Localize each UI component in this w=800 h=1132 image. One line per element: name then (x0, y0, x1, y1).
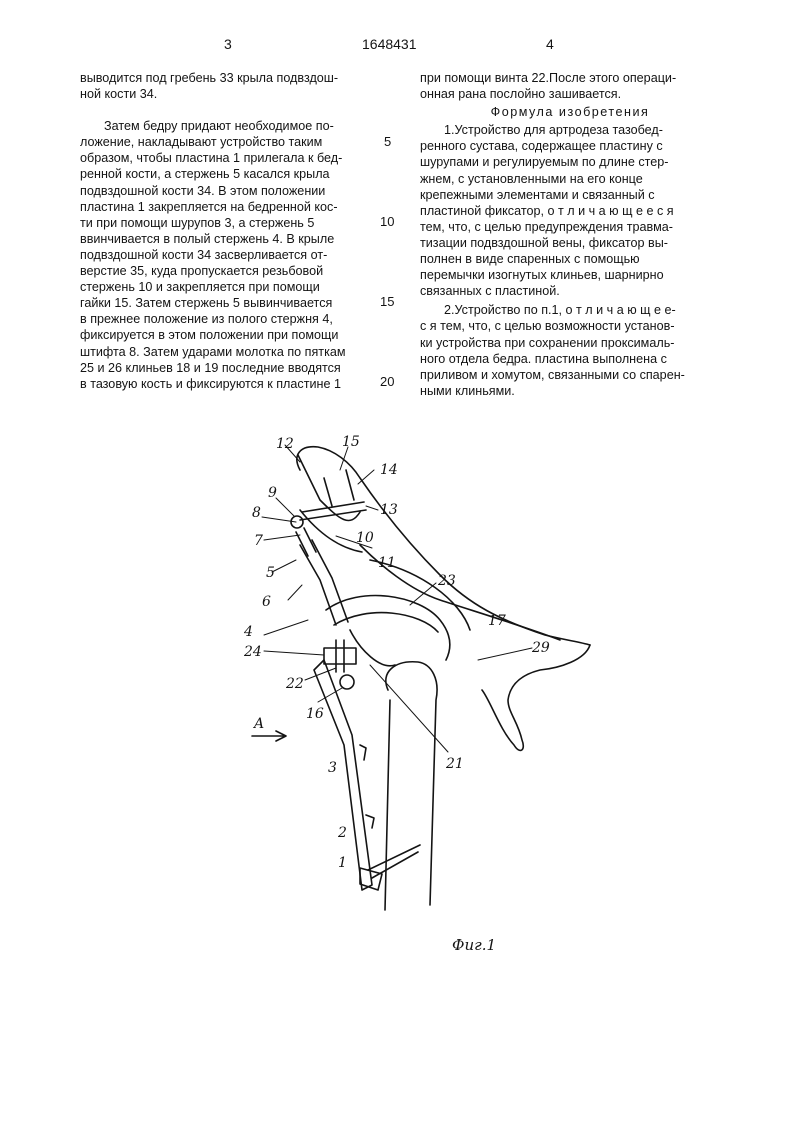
label-2: 2 (338, 825, 347, 841)
page-number-right: 4 (546, 36, 554, 52)
text-line: ренной кости, а стержень 5 касался крыла (80, 167, 330, 182)
bolt-head (336, 640, 344, 672)
label-23: 23 (438, 573, 456, 589)
text-line: гайки 15. Затем стержень 5 вывинчивается (80, 296, 333, 311)
formula-title: Формула изобретения (490, 105, 650, 120)
text-line: верстие 35, куда пропускается резьбовой (80, 264, 324, 279)
label-15: 15 (342, 434, 360, 450)
claim-1-line: крепежными элементами и связанный с (420, 187, 655, 202)
text-line: в тазовую кость и фиксируются к пластине 1 (80, 376, 341, 391)
claim-2-line: 2.Устройство по п.1, о т л и ч а ю щ е е- (444, 303, 676, 318)
label-1: 1 (338, 855, 347, 871)
claim-2-line: приливом и хомутом, связанными со спарен- (420, 367, 685, 382)
text-line: в прежнее положение из полого стержня 4, (80, 312, 333, 327)
line-number-15: 15 (380, 294, 395, 309)
text-line: фиксируется в этом положении при помощи (80, 328, 339, 343)
text-line: штифта 8. Затем ударами молотка по пяткам (80, 344, 346, 359)
screw-3 (360, 745, 366, 760)
claim-1-line: 1.Устройство для артродеза тазобед- (444, 123, 663, 138)
text-line: стержень 10 и закрепляется при помощи (80, 280, 320, 295)
claim-1-line: перемычки изогнутых клиньев, шарнирно (420, 268, 664, 283)
claim-2-line: ными клиньями. (420, 383, 515, 398)
label-12: 12 (276, 436, 294, 452)
text-line: пластина 1 закрепляется на бедренной кос- (80, 199, 338, 214)
claim-2-line: ки устройства при сохранении проксималь- (420, 335, 675, 350)
label-7: 7 (254, 533, 263, 549)
claim-2-line: с я тем, что, с целью возможности установ- (420, 319, 675, 334)
label-4: 4 (244, 624, 253, 640)
line-number-10: 10 (380, 214, 395, 229)
claim-1-line: тем, что, с целью предупреждения травма- (420, 219, 673, 234)
text-line: при помощи винта 22.После этого операци- (420, 71, 677, 85)
pelvis-outline (297, 447, 590, 645)
line-number-5: 5 (384, 134, 392, 149)
label-3: 3 (328, 760, 337, 776)
patent-number: 1648431 (362, 36, 417, 52)
figure-caption: Фиг.1 (452, 936, 497, 954)
label-24: 24 (244, 644, 262, 660)
label-11: 11 (378, 555, 396, 571)
label-17: 17 (488, 613, 506, 629)
text-line: Затем бедру придают необходимое по- (104, 119, 334, 134)
hinge-16 (340, 675, 354, 689)
text-line: ложение, накладывают устройство таким (80, 135, 323, 150)
text-line: ти при помощи шурупов 3, а стержень 5 (80, 215, 315, 230)
label-29: 29 (532, 640, 550, 656)
claim-1-line: жнем, с установленными на его конце (420, 171, 643, 186)
nut-15 (324, 470, 354, 506)
bracket-11 (300, 510, 362, 552)
claim-1-line: пластиной фиксатор, о т л и ч а ю щ е е с я (420, 203, 674, 218)
label-8: 8 (252, 505, 261, 521)
text-line: выводится под гребень 33 крыла подвздош- (80, 71, 339, 85)
bolt-24 (324, 648, 356, 664)
label-6: 6 (262, 594, 271, 610)
text-line: ной кости 34. (80, 87, 158, 102)
line-number-20: 20 (380, 374, 395, 389)
label-10: 10 (356, 530, 374, 546)
label-21: 21 (446, 756, 464, 772)
label-13: 13 (380, 502, 398, 518)
claim-1-line: тизации подвздошной вены, фиксатор вы- (420, 235, 668, 250)
label-22: 22 (286, 676, 304, 692)
claim-1-line: ренного сустава, содержащее пластину с (420, 139, 663, 154)
text-line: 25 и 26 клиньев 18 и 19 последние вводятся (80, 360, 341, 375)
text-line: подвздошной кости 34 засверливается от- (80, 247, 328, 262)
view-arrow-label: A (254, 716, 265, 732)
screw-2 (366, 815, 374, 828)
claim-1-line: шурупами и регулируемым по длине стер- (420, 155, 669, 170)
claim-2-line: ного отдела бедра. пластина выполнена с (420, 351, 667, 366)
femur-outline (385, 662, 437, 910)
pelvis-lower-contour (482, 645, 590, 750)
text-line: образом, чтобы пластина 1 прилегала к бед- (80, 151, 343, 166)
label-16: 16 (306, 706, 324, 722)
text-line: ввинчивается в полый стержень 4. В крыле (80, 231, 335, 246)
label-9: 9 (268, 485, 277, 501)
claim-1-line: связанных с пластиной. (420, 284, 560, 299)
page-number-left: 3 (224, 36, 232, 52)
view-arrow (252, 731, 286, 741)
label-14: 14 (380, 462, 398, 478)
label-5: 5 (266, 565, 275, 581)
text-line: онная рана послойно зашивается. (420, 87, 622, 102)
text-line: подвздошной кости 34. В этом положении (80, 183, 326, 198)
claim-1-line: полнен в виде спаренных с помощью (420, 252, 640, 267)
